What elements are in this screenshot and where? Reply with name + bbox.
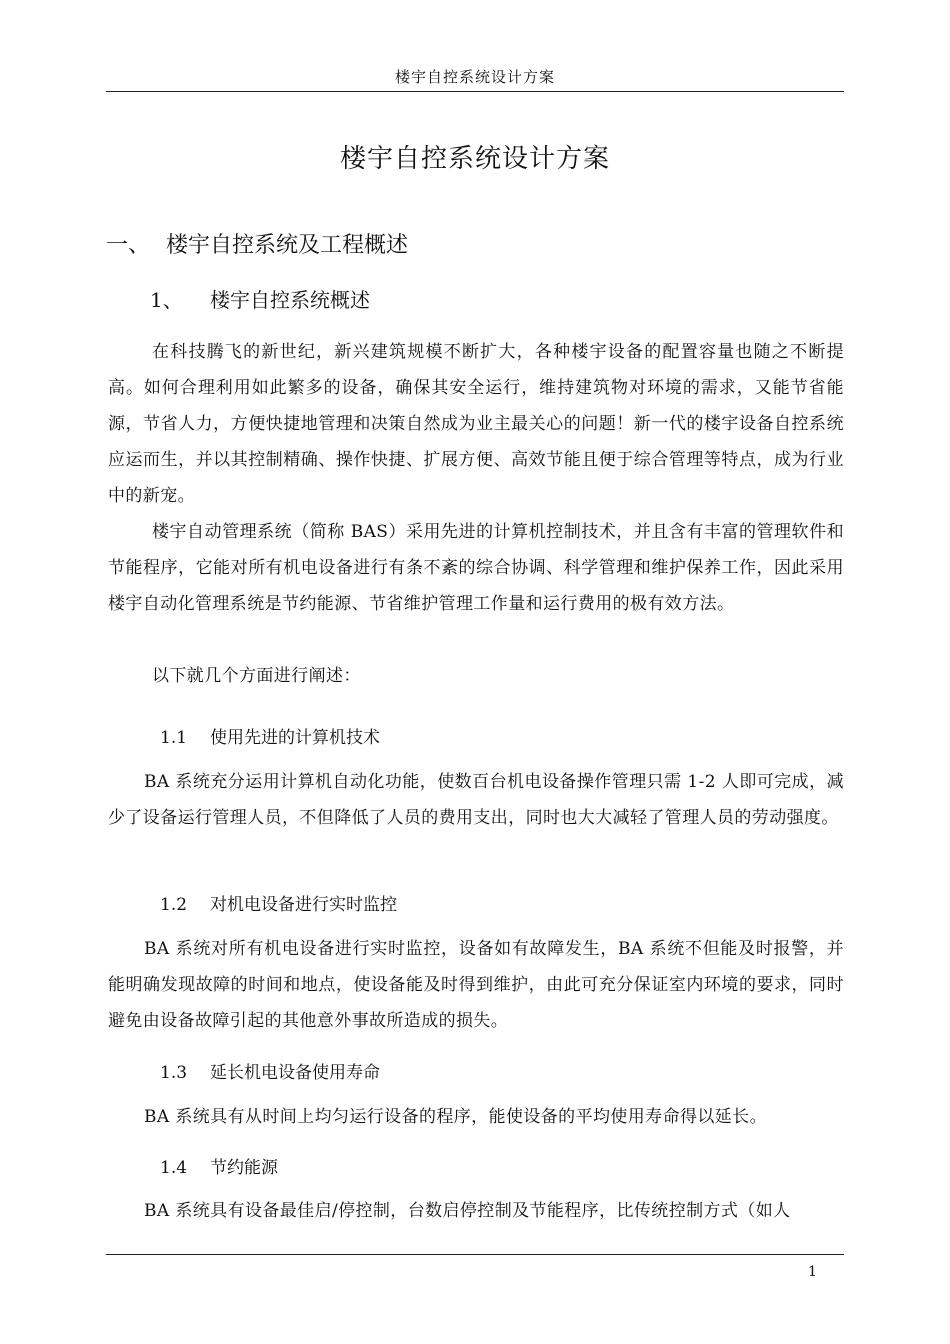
- paragraph-1-4: BA 系统具有设备最佳启/停控制，台数启停控制及节能程序，比传统控制方式（如人: [144, 1201, 791, 1221]
- paragraph-bas: 楼宇自动管理系统（简称 BAS）采用先进的计算机控制技术，并且含有丰富的管理软件和节能程序，它能对所有机电设备进行有条不紊的综合协调、科学管理和维护保养工作，因此采用楼宇自动化管理系统是节约能源、节省维护管理工作量和运行费用的极有效方法。: [108, 522, 844, 614]
- paragraph-lead: 以下就几个方面进行阐述：: [152, 666, 361, 686]
- subsection-heading-1: [150, 284, 370, 313]
- paragraph-1-2: BA 系统对所有机电设备进行实时监控，设备如有故障发生，BA 系统不但能及时报警，并能明确发现故障的时间和地点，使设备能及时得到维护，由此可充分保证室内环境的要求，同时避免由设备故障引起的其他意外事故所造成的损失。: [108, 939, 844, 1031]
- subsection-title: 使用先进的计算机技术: [210, 728, 380, 748]
- header-divider: [106, 91, 844, 92]
- document-title: 楼宇自控系统设计方案: [339, 144, 610, 174]
- subsection-heading-1-1: [160, 723, 380, 748]
- subsection-heading-1-4: [160, 1153, 278, 1178]
- subsection-number: 1.4: [160, 1158, 188, 1178]
- page-number: 1: [808, 1264, 817, 1280]
- subsection-heading-1-2: [160, 890, 397, 915]
- subsection-heading-1-3: [160, 1058, 380, 1083]
- subsection-title: 对机电设备进行实时监控: [210, 895, 397, 915]
- paragraph-1-3: BA 系统具有从时间上均匀运行设备的程序，能使设备的平均使用寿命得以延长。: [144, 1107, 767, 1127]
- subsection-number: 1.1: [160, 728, 188, 748]
- subsection-title: 延长机电设备使用寿命: [210, 1063, 380, 1083]
- subsection-title: 节约能源: [210, 1158, 278, 1178]
- section-heading-1: [106, 228, 408, 259]
- paragraph-intro: 在科技腾飞的新世纪，新兴建筑规模不断扩大，各种楼宇设备的配置容量也随之不断提高。如何合理利用如此繁多的设备，确保其安全运行，维持建筑物对环境的需求，又能节省能源，节省人力，方便快捷地管理和决策自然成为业主最关心的问题！新一代的楼宇设备自控系统应运而生，并以其控制精确、操作快捷、扩展方便、高效节能且便于综合管理等特点，成为行业中的新宠。: [108, 342, 844, 506]
- footer-divider: [106, 1254, 844, 1255]
- section-title: 楼宇自控系统及工程概述: [166, 233, 409, 258]
- section-number: 一、: [106, 233, 151, 258]
- running-header: 楼宇自控系统设计方案: [394, 68, 555, 86]
- subsection-title: 楼宇自控系统概述: [210, 288, 370, 312]
- subsection-number: 1、: [150, 288, 183, 312]
- paragraph-1-1: BA 系统充分运用计算机自动化功能，使数百台机电设备操作管理只需 1-2 人即可完成，减少了设备运行管理人员，不但降低了人员的费用支出，同时也大大减轻了管理人员的劳动强度。: [108, 772, 844, 828]
- subsection-number: 1.3: [160, 1063, 188, 1083]
- subsection-number: 1.2: [160, 895, 188, 915]
